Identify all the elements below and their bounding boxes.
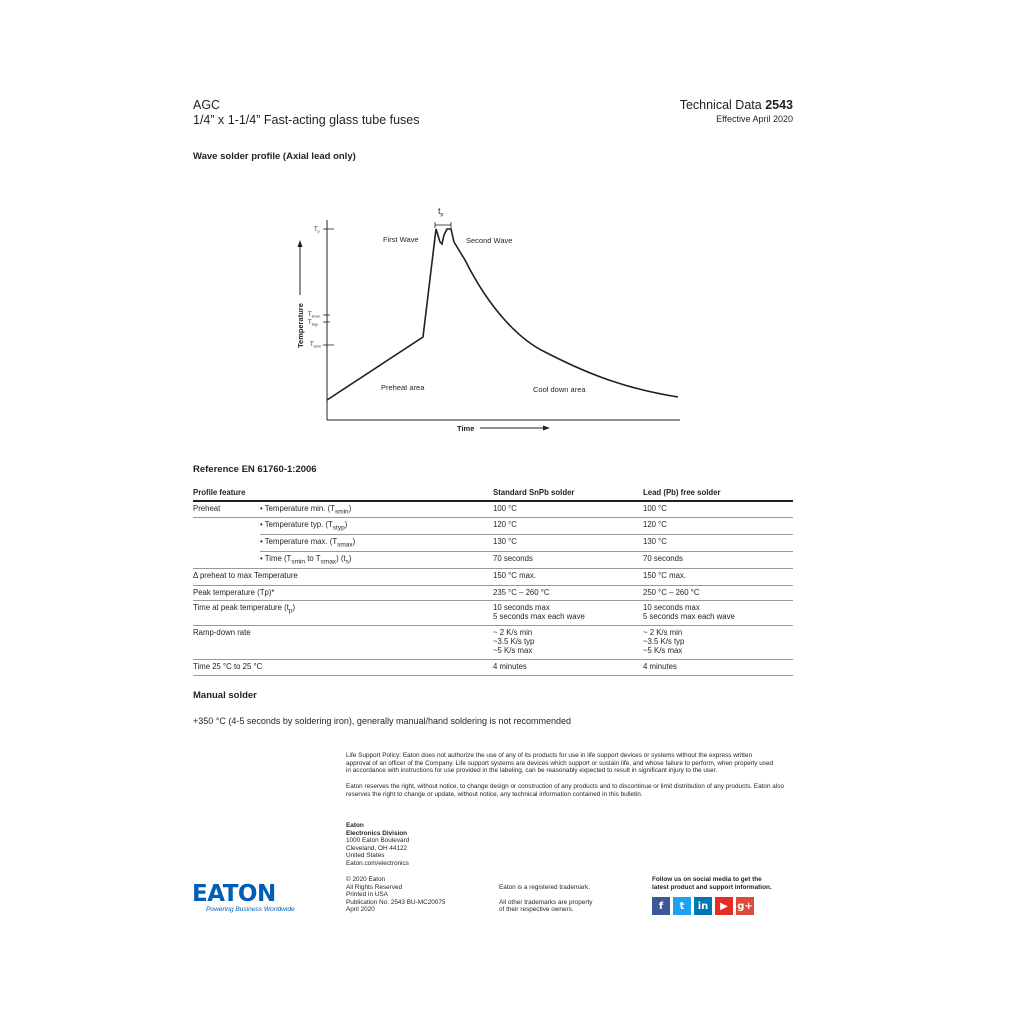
eaton-reserves-notice: Eaton reserves the right, without notice, to change design or construction of any products and to discontinue or limit distribution of any products. Eaton also reserves the right to change or update, without notice, any technical information contained in this bulletin.	[346, 783, 785, 798]
manual-solder-title: Manual solder	[193, 690, 257, 701]
x-axis-label: Time	[457, 424, 475, 433]
tp-peak-label: $t_p$	[438, 206, 444, 218]
facebook-icon[interactable]: f	[652, 897, 670, 915]
doc-number: 2543	[765, 98, 793, 112]
effective-date: Effective April 2020	[716, 114, 793, 124]
table-row: Peak temperature (Tp)* 235 °C – 260 °C 250 °C – 260 °C	[193, 586, 793, 601]
product-subtitle: 1/4” x 1-1/4” Fast-acting glass tube fuses	[193, 113, 420, 127]
manual-solder-text: +350 °C (4-5 seconds by soldering iron), generally manual/hand soldering is not recommended	[193, 716, 572, 726]
table-header	[193, 487, 793, 502]
googleplus-icon[interactable]: g+	[736, 897, 754, 915]
y-axis-label: Temperature	[296, 303, 305, 348]
table-row: Time at peak temperature $(t_p)$ 10 seconds max 5 seconds max each wave 10 seconds max 5 seconds max each wave	[193, 601, 793, 626]
trademark-notice: Eaton is a registered trademark. All other trademarks are property of their respective owners.	[499, 884, 593, 914]
wave-section-title: Wave solder profile (Axial lead only)	[193, 151, 356, 162]
company-address: Eaton Electronics Division 1000 Eaton Boulevard Cleveland, OH 44122 United States Eaton.com/electronics	[346, 822, 410, 867]
second-wave-label: Second Wave	[466, 236, 513, 245]
tsmax-label: $T_{smax}$	[308, 312, 321, 319]
table-row: Ramp-down rate ~ 2 K/s min ~3.5 K/s typ ~5 K/s max ~ 2 K/s min ~3.5 K/s typ ~5 K/s max	[193, 626, 793, 660]
life-support-policy: Life Support Policy: Eaton does not authorize the use of any of its products for use in life support devices or systems without the express written approval of an officer of the Company. Life support systems are devices which support or sustain life, and whose failure to perform, when properly used in accordance with instructions for use provided in the labeling, can be reasonably expected to result in significant injury to the user.	[346, 752, 774, 775]
copyright-block: © 2020 Eaton All Rights Reserved Printed in USA Publication No. 2543 BU-MC20075 April 2020	[346, 876, 446, 914]
wave-solder-diagram	[290, 200, 710, 440]
table-row: • Time ($T_{smin}$ to $T_{smax}$) $(t_s)$ 70 seconds 70 seconds	[193, 552, 793, 569]
first-wave-label: First Wave	[383, 235, 419, 244]
eaton-logo: EATON Powering Business Worldwide	[192, 881, 295, 913]
eaton-tagline: Powering Business Worldwide	[206, 906, 295, 913]
cool-down-area-label: Cool down area	[533, 385, 586, 394]
tsmin-label: $T_{smin}$	[310, 342, 322, 349]
table-row: Preheat • Temperature min. $(T_{smin})$ 100 °C 100 °C	[193, 502, 793, 518]
youtube-icon[interactable]: ▶	[715, 897, 733, 915]
table-row: • Temperature typ. $(T_{styp})$ 120 °C 120 °C	[260, 518, 793, 535]
tp-label: $T_p$	[314, 227, 320, 234]
social-caption: Follow us on social media to get the latest product and support information.	[652, 876, 772, 891]
table-row: Δ preheat to max Temperature 150 °C max. 150 °C max.	[193, 569, 793, 586]
table-row: • Temperature max. $(T_{smax})$ 130 °C 130 °C	[260, 535, 793, 552]
preheat-area-label: Preheat area	[381, 383, 425, 392]
tstyp-label: $T_{styp}$	[308, 320, 319, 327]
linkedin-icon[interactable]: in	[694, 897, 712, 915]
website-link[interactable]: Eaton.com/electronics	[346, 859, 409, 867]
social-icons	[652, 897, 754, 915]
product-name: AGC	[193, 98, 221, 112]
reference-title: Reference EN 61760-1:2006	[193, 464, 317, 475]
header-pbfree: Lead (Pb) free solder	[643, 488, 721, 497]
temperature-profile-curve	[327, 229, 678, 400]
header-snpb: Standard SnPb solder	[493, 488, 575, 497]
header-right	[680, 98, 793, 126]
header-left	[193, 98, 420, 128]
doc-label: Technical Data	[679, 98, 762, 112]
solder-profile-table	[193, 487, 793, 676]
table-row: Time 25 °C to 25 °C 4 minutes 4 minutes	[193, 660, 793, 676]
header-profile-feature: Profile feature	[193, 488, 246, 497]
twitter-icon[interactable]: t	[673, 897, 691, 915]
